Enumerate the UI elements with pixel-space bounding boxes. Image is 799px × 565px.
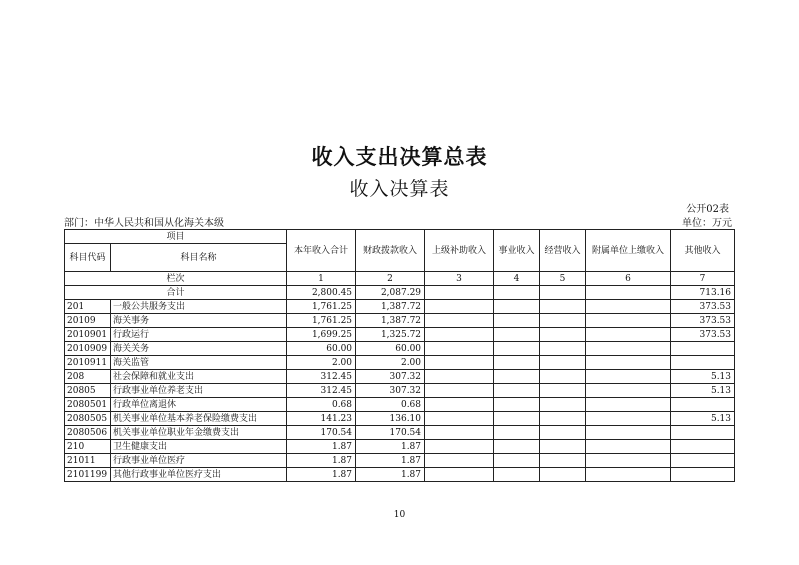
value-cell: 1,387.72 xyxy=(356,300,425,314)
header-operation: 经营收入 xyxy=(540,230,586,272)
value-cell: 373.53 xyxy=(671,314,735,328)
value-cell xyxy=(425,468,494,482)
column-number: 1 xyxy=(287,272,356,286)
value-cell xyxy=(494,412,540,426)
value-cell xyxy=(586,356,671,370)
table-row xyxy=(65,370,735,384)
value-cell xyxy=(586,300,671,314)
subject-name: 海关关务 xyxy=(111,342,287,356)
value-cell xyxy=(586,412,671,426)
total-cell xyxy=(425,286,494,300)
value-cell xyxy=(425,328,494,342)
header-other: 其他收入 xyxy=(671,230,735,272)
value-cell xyxy=(540,440,586,454)
header-row-1 xyxy=(65,230,735,244)
column-number: 3 xyxy=(425,272,494,286)
value-cell xyxy=(494,328,540,342)
value-cell xyxy=(671,468,735,482)
subject-name: 行政单位离退休 xyxy=(111,398,287,412)
value-cell: 5.13 xyxy=(671,370,735,384)
value-cell xyxy=(671,426,735,440)
subject-code: 2010911 xyxy=(65,356,111,370)
value-cell xyxy=(586,398,671,412)
value-cell: 373.53 xyxy=(671,300,735,314)
value-cell xyxy=(586,370,671,384)
column-number-row xyxy=(65,272,735,286)
column-number: 6 xyxy=(586,272,671,286)
table-row xyxy=(65,426,735,440)
value-cell: 2.00 xyxy=(287,356,356,370)
value-cell: 312.45 xyxy=(287,370,356,384)
value-cell xyxy=(425,370,494,384)
page-subtitle: 收入决算表 xyxy=(349,178,450,200)
value-cell xyxy=(425,356,494,370)
value-cell xyxy=(494,426,540,440)
value-cell xyxy=(586,468,671,482)
value-cell xyxy=(494,356,540,370)
value-cell xyxy=(540,370,586,384)
value-cell: 307.32 xyxy=(356,384,425,398)
subject-name: 海关事务 xyxy=(111,314,287,328)
page-title: 收入支出决算总表 xyxy=(311,144,488,169)
subject-code: 2010901 xyxy=(65,328,111,342)
value-cell: 1,699.25 xyxy=(287,328,356,342)
value-cell xyxy=(586,314,671,328)
subject-name: 行政运行 xyxy=(111,328,287,342)
value-cell: 5.13 xyxy=(671,412,735,426)
value-cell: 1.87 xyxy=(356,440,425,454)
column-number-label: 栏次 xyxy=(65,272,287,286)
subject-name: 社会保障和就业支出 xyxy=(111,370,287,384)
value-cell: 1.87 xyxy=(356,454,425,468)
value-cell xyxy=(540,328,586,342)
value-cell xyxy=(425,398,494,412)
value-cell: 136.10 xyxy=(356,412,425,426)
value-cell xyxy=(586,384,671,398)
value-cell xyxy=(494,342,540,356)
subject-code: 2080506 xyxy=(65,426,111,440)
value-cell xyxy=(540,468,586,482)
value-cell xyxy=(540,384,586,398)
value-cell: 60.00 xyxy=(287,342,356,356)
total-cell: 2,087.29 xyxy=(356,286,425,300)
total-cell xyxy=(494,286,540,300)
value-cell: 1,387.72 xyxy=(356,314,425,328)
value-cell: 141.23 xyxy=(287,412,356,426)
value-cell: 2.00 xyxy=(356,356,425,370)
value-cell xyxy=(425,300,494,314)
table-row xyxy=(65,454,735,468)
subject-name: 机关事业单位职业年金缴费支出 xyxy=(111,426,287,440)
page-number: 10 xyxy=(393,510,406,520)
column-number: 4 xyxy=(494,272,540,286)
table-row xyxy=(65,356,735,370)
subject-code: 208 xyxy=(65,370,111,384)
value-cell: 312.45 xyxy=(287,384,356,398)
value-cell xyxy=(494,454,540,468)
subject-name: 行政事业单位医疗 xyxy=(111,454,287,468)
header-affiliated: 附属单位上缴收入 xyxy=(586,230,671,272)
value-cell xyxy=(540,412,586,426)
table-row xyxy=(65,314,735,328)
value-cell xyxy=(671,342,735,356)
value-cell xyxy=(494,300,540,314)
subject-code: 2080501 xyxy=(65,398,111,412)
subject-code: 21011 xyxy=(65,454,111,468)
value-cell: 170.54 xyxy=(356,426,425,440)
value-cell: 170.54 xyxy=(287,426,356,440)
value-cell xyxy=(425,384,494,398)
subject-name: 其他行政事业单位医疗支出 xyxy=(111,468,287,482)
value-cell xyxy=(425,314,494,328)
table-row xyxy=(65,412,735,426)
value-cell xyxy=(540,356,586,370)
total-cell xyxy=(586,286,671,300)
header-business: 事业收入 xyxy=(494,230,540,272)
value-cell xyxy=(494,314,540,328)
column-number: 2 xyxy=(356,272,425,286)
subject-code: 2010909 xyxy=(65,342,111,356)
value-cell: 1.87 xyxy=(287,440,356,454)
value-cell xyxy=(494,398,540,412)
subject-code: 2080505 xyxy=(65,412,111,426)
value-cell xyxy=(586,328,671,342)
value-cell: 1.87 xyxy=(287,468,356,482)
subject-name: 行政事业单位养老支出 xyxy=(111,384,287,398)
subject-name: 一般公共服务支出 xyxy=(111,300,287,314)
subject-code: 2101199 xyxy=(65,468,111,482)
subject-name: 卫生健康支出 xyxy=(111,440,287,454)
unit-label: 单位：万元 xyxy=(682,218,732,229)
header-total: 本年收入合计 xyxy=(287,230,356,272)
header-name: 科目名称 xyxy=(111,244,287,272)
table-row xyxy=(65,342,735,356)
value-cell xyxy=(540,426,586,440)
total-cell: 2,800.45 xyxy=(287,286,356,300)
value-cell: 0.68 xyxy=(356,398,425,412)
income-table xyxy=(64,229,735,482)
value-cell xyxy=(671,454,735,468)
value-cell xyxy=(586,454,671,468)
value-cell: 307.32 xyxy=(356,370,425,384)
value-cell xyxy=(540,454,586,468)
value-cell: 0.68 xyxy=(287,398,356,412)
table-row xyxy=(65,328,735,342)
column-number: 7 xyxy=(671,272,735,286)
total-label: 合计 xyxy=(65,286,287,300)
value-cell xyxy=(540,314,586,328)
value-cell xyxy=(671,440,735,454)
value-cell xyxy=(494,370,540,384)
value-cell xyxy=(425,426,494,440)
value-cell xyxy=(494,468,540,482)
value-cell: 1,761.25 xyxy=(287,314,356,328)
value-cell xyxy=(540,398,586,412)
value-cell: 1.87 xyxy=(287,454,356,468)
value-cell xyxy=(586,342,671,356)
value-cell: 1.87 xyxy=(356,468,425,482)
value-cell xyxy=(671,398,735,412)
value-cell xyxy=(494,440,540,454)
total-cell xyxy=(540,286,586,300)
value-cell: 373.53 xyxy=(671,328,735,342)
value-cell xyxy=(586,440,671,454)
header-fiscal: 财政拨款收入 xyxy=(356,230,425,272)
form-code: 公开02表 xyxy=(686,204,729,215)
subject-code: 20109 xyxy=(65,314,111,328)
value-cell: 5.13 xyxy=(671,384,735,398)
subject-name: 机关事业单位基本养老保险缴费支出 xyxy=(111,412,287,426)
value-cell: 1,325.72 xyxy=(356,328,425,342)
subject-name: 海关监管 xyxy=(111,356,287,370)
value-cell xyxy=(425,440,494,454)
column-number: 5 xyxy=(540,272,586,286)
table-row xyxy=(65,440,735,454)
value-cell xyxy=(671,356,735,370)
subject-code: 201 xyxy=(65,300,111,314)
value-cell xyxy=(540,342,586,356)
value-cell: 60.00 xyxy=(356,342,425,356)
value-cell xyxy=(494,384,540,398)
value-cell xyxy=(425,412,494,426)
value-cell xyxy=(425,454,494,468)
total-row xyxy=(65,286,735,300)
table-row xyxy=(65,384,735,398)
value-cell xyxy=(540,300,586,314)
header-upper: 上级补助收入 xyxy=(425,230,494,272)
subject-code: 210 xyxy=(65,440,111,454)
header-code: 科目代码 xyxy=(65,244,111,272)
subject-code: 20805 xyxy=(65,384,111,398)
table-row xyxy=(65,300,735,314)
value-cell xyxy=(425,342,494,356)
value-cell: 1,761.25 xyxy=(287,300,356,314)
total-cell: 713.16 xyxy=(671,286,735,300)
header-item: 项目 xyxy=(65,230,287,244)
department-label: 部门：中华人民共和国从化海关本级 xyxy=(64,218,224,229)
value-cell xyxy=(586,426,671,440)
table-row xyxy=(65,398,735,412)
table-row xyxy=(65,468,735,482)
